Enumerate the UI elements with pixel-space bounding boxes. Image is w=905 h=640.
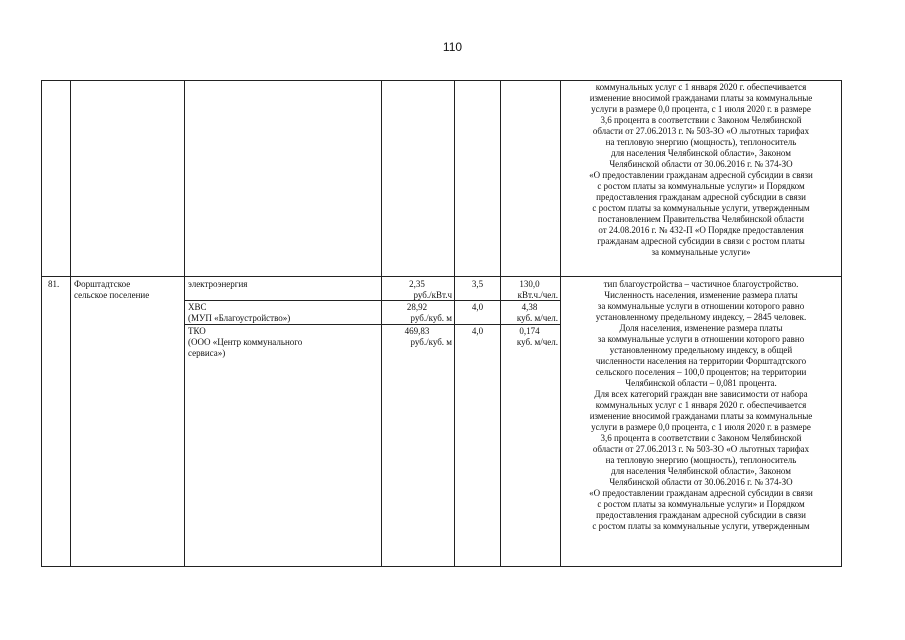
tariff-table [41,80,842,567]
row-divider [184,324,560,325]
service-tariff: 469,83 руб./куб. м [404,326,452,347]
settlement-name: Форштадтское сельское поселение [74,279,150,300]
consumption-volume: 4,38 куб. м/чел. [516,302,558,323]
service-name: электроэнергия [188,279,248,289]
service-tariff: 2,35 руб./кВт.ч [409,279,452,300]
row-divider [42,276,841,277]
service-name: ТКО (ООО «Центр коммунального сервиса») [188,326,303,358]
consumption-volume: 0,174 куб. м/чел. [516,326,558,347]
continued-description: коммунальных услуг с 1 января 2020 г. обеспечивается изменение вносимой гражданами платы за коммунальные услуги в размере 0,0 процента, с 1 июля 2020 г. в размере 3,6 процента в соответствии с Законом Челябинской области от 27.06.2013 г. № 503-ЗО «О льготных тарифах на тепловую энергию (мощность), теплоноситель для населения Челябинской области», Законом Челябинской области от 30.06.2016 г. № 374-ЗО «О предоставлении гражданам адресной субсидии в связи с ростом платы за коммунальные услуги» и Порядком предоставления гражданам адресной субсидии в связи с ростом платы за коммунальные услуги, утвержденным постановлением Правительства Челябинской области от 24.08.2016 г. № 432-П «О Порядке предоставления гражданам адресной субсидии в связи с ростом платы за коммунальные услуги» [589,82,813,257]
tariff-increase: 4,0 [471,326,484,336]
row-number: 81. [48,279,60,289]
column-divider [70,81,71,566]
settlement-description: тип благоустройства – частичное благоустройство. Численность населения, изменение размера платы за коммунальные услуги в отношении которого равно установленному предельному индексу, – 2845 человек. Доля населения, изменение размера платы за коммунальные услуги в отношении которого равно установленному предельному индексу, в общей численности населения на территории Форштадтского сельского поселения – 100,0 процентов; на территории Челябинской области – 0,081 процента. Для всех категорий граждан вне зависимости от набора коммунальных услуг с 1 января 2020 г. обеспечивается изменение вносимой гражданами платы за коммунальные услуги в размере 0,0 процента, с 1 июля 2020 г. в размере 3,6 процента в соответствии с Законом Челябинской области от 27.06.2013 г. № 503-ЗО «О льготных тарифах на тепловую энергию (мощность), теплоноситель для населения Челябинской области», Законом Челябинской области от 30.06.2016 г. № 374-ЗО «О предоставлении гражданам адресной субсидии в связи с ростом платы за коммунальные услуги» и Порядком предоставления гражданам адресной субсидии в связи с ростом платы за коммунальные услуги, утвержденным [589,279,813,531]
service-tariff: 28,92 руб./куб. м [406,302,452,323]
consumption-volume: 130,0 кВт.ч./чел. [517,279,558,300]
tariff-increase: 3,5 [471,279,484,289]
page-number: 110 [442,40,463,54]
service-name: ХВС (МУП «Благоустройство») [188,302,291,323]
tariff-increase: 4,0 [471,302,484,312]
